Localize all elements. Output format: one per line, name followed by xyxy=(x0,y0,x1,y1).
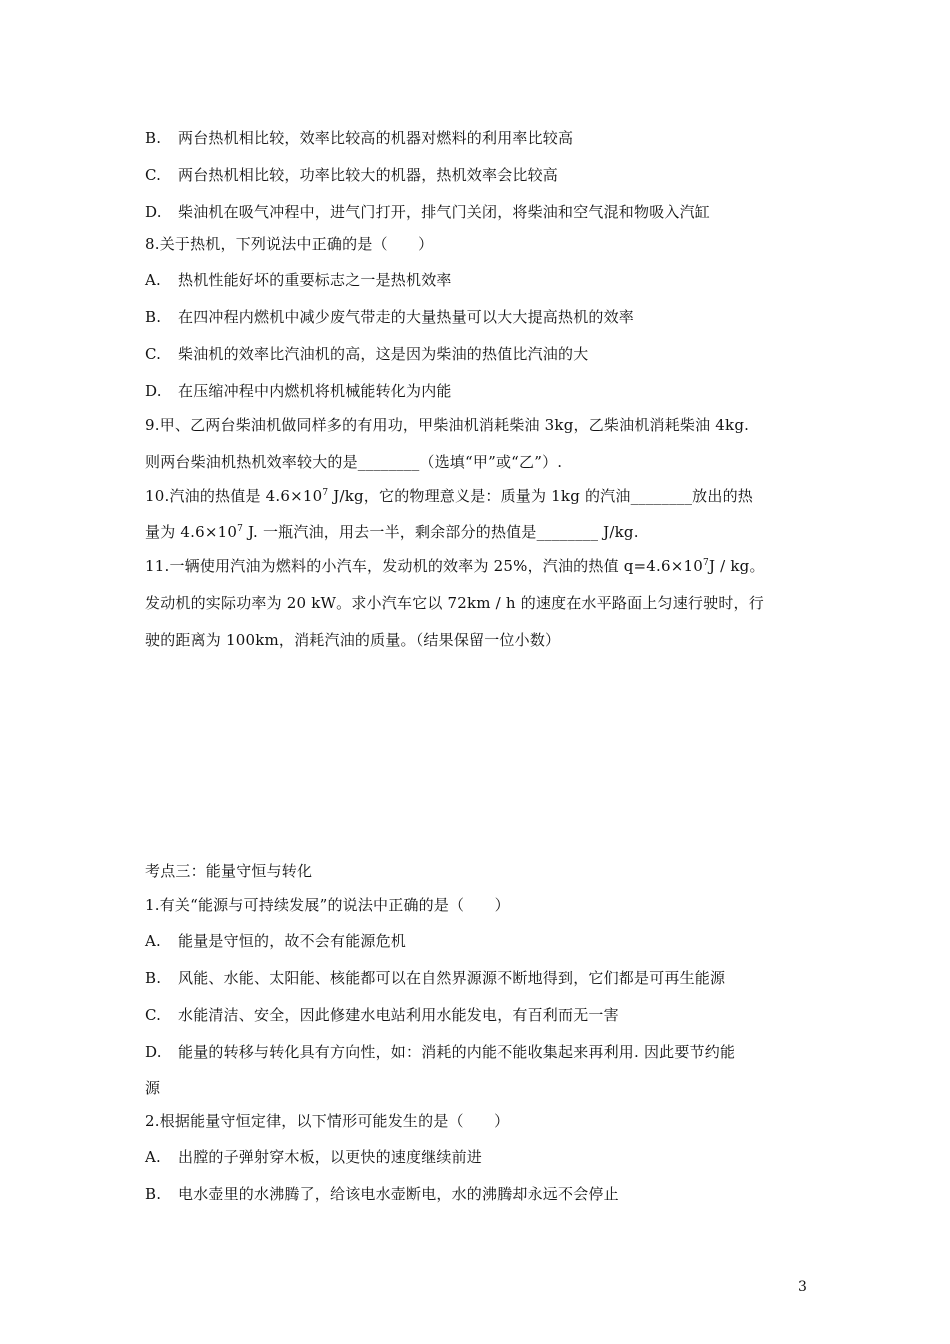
q8-stem: 8.关于热机，下列说法中正确的是（ ） xyxy=(145,235,434,253)
s3q1-option-d-continued: 源 xyxy=(145,1079,161,1097)
option-label: B. xyxy=(145,308,162,326)
option-label: C. xyxy=(145,1006,162,1024)
q7-option-d xyxy=(145,202,710,222)
option-text: 风能、水能、太阳能、核能都可以在自然界源源不断地得到，它们都是可再生能源 xyxy=(178,969,726,987)
s3q1-option-a xyxy=(145,931,406,951)
option-label: D. xyxy=(145,203,162,221)
option-label: D. xyxy=(145,1043,162,1061)
q8-option-b xyxy=(145,307,634,327)
s3q2-stem: 2.根据能量守恒定律，以下情形可能发生的是（ ） xyxy=(145,1112,510,1130)
option-text: 柴油机在吸气冲程中，进气门打开，排气门关闭，将柴油和空气混和物吸入汽缸 xyxy=(178,203,711,221)
option-text: 热机性能好坏的重要标志之一是热机效率 xyxy=(178,271,452,289)
q11-line-2: 发动机的实际功率为 20 kW。求小汽车它以 72km / h 的速度在水平路面上匀速行驶时，行 xyxy=(145,594,764,612)
q11-line-1 xyxy=(145,556,765,576)
option-label: B. xyxy=(145,1185,162,1203)
option-label: A. xyxy=(145,932,162,950)
q8-option-c xyxy=(145,344,588,364)
option-text: 能量的转移与转化具有方向性，如：消耗的内能不能收集起来再利用. 因此要节约能 xyxy=(178,1043,736,1061)
option-text: 两台热机相比较，效率比较高的机器对燃料的利用率比较高 xyxy=(178,129,574,147)
text-segment: J / kg。 xyxy=(708,557,765,575)
exponent: 7 xyxy=(237,524,244,534)
q9-line-2: 则两台柴油机热机效率较大的是________（选填“甲”或“乙”）. xyxy=(145,453,563,471)
option-label: D. xyxy=(145,382,162,400)
s3q1-option-b xyxy=(145,968,725,988)
option-text: 水能清洁、安全，因此修建水电站利用水能发电，有百利而无一害 xyxy=(178,1006,619,1024)
option-label: A. xyxy=(145,1148,162,1166)
s3q1-stem: 1.有关“能源与可持续发展”的说法中正确的是（ ） xyxy=(145,896,510,914)
text-segment: J. 一瓶汽油，用去一半，剩余部分的热值是________ J/kg. xyxy=(243,523,639,541)
exponent: 7 xyxy=(322,488,329,498)
s3q2-option-b xyxy=(145,1184,619,1204)
option-label: C. xyxy=(145,166,162,184)
option-text: 在四冲程内燃机中减少废气带走的大量热量可以大大提高热机的效率 xyxy=(178,308,635,326)
option-label: C. xyxy=(145,345,162,363)
option-text: 电水壶里的水沸腾了，给该电水壶断电，水的沸腾却永远不会停止 xyxy=(178,1185,619,1203)
option-text: 两台热机相比较，功率比较大的机器，热机效率会比较高 xyxy=(178,166,559,184)
option-text: 柴油机的效率比汽油机的高，这是因为柴油的热值比汽油的大 xyxy=(178,345,589,363)
option-text: 在压缩冲程中内燃机将机械能转化为内能 xyxy=(178,382,452,400)
page-number: 3 xyxy=(798,1279,807,1295)
q10-line-2 xyxy=(145,522,639,542)
q10-line-1 xyxy=(145,486,753,506)
s3q2-option-a xyxy=(145,1147,482,1167)
q8-option-a xyxy=(145,270,452,290)
q8-option-d xyxy=(145,381,452,401)
option-label: A. xyxy=(145,271,162,289)
q11-line-3: 驶的距离为 100km，消耗汽油的质量。（结果保留一位小数） xyxy=(145,631,561,649)
q9-line-1: 9.甲、乙两台柴油机做同样多的有用功，甲柴油机消耗柴油 3kg，乙柴油机消耗柴油 4kg. xyxy=(145,416,750,434)
s3q1-option-d xyxy=(145,1042,735,1062)
option-label: B. xyxy=(145,969,162,987)
section-3-title: 考点三：能量守恒与转化 xyxy=(145,862,313,880)
q7-option-b xyxy=(145,128,573,148)
text-segment: 量为 4.6×10 xyxy=(145,523,238,541)
q7-option-c xyxy=(145,165,558,185)
text-segment: J/kg，它的物理意义是：质量为 1kg 的汽油________放出的热 xyxy=(328,487,753,505)
text-segment: 11.一辆使用汽油为燃料的小汽车，发动机的效率为 25%，汽油的热值 q=4.6×10 xyxy=(145,557,704,575)
option-text: 能量是守恒的，故不会有能源危机 xyxy=(178,932,407,950)
exponent: 7 xyxy=(703,558,709,568)
s3q1-option-c xyxy=(145,1005,619,1025)
option-text: 出膛的子弹射穿木板，以更快的速度继续前进 xyxy=(178,1148,483,1166)
option-label: B. xyxy=(145,129,162,147)
text-segment: 10.汽油的热值是 4.6×10 xyxy=(145,487,323,505)
